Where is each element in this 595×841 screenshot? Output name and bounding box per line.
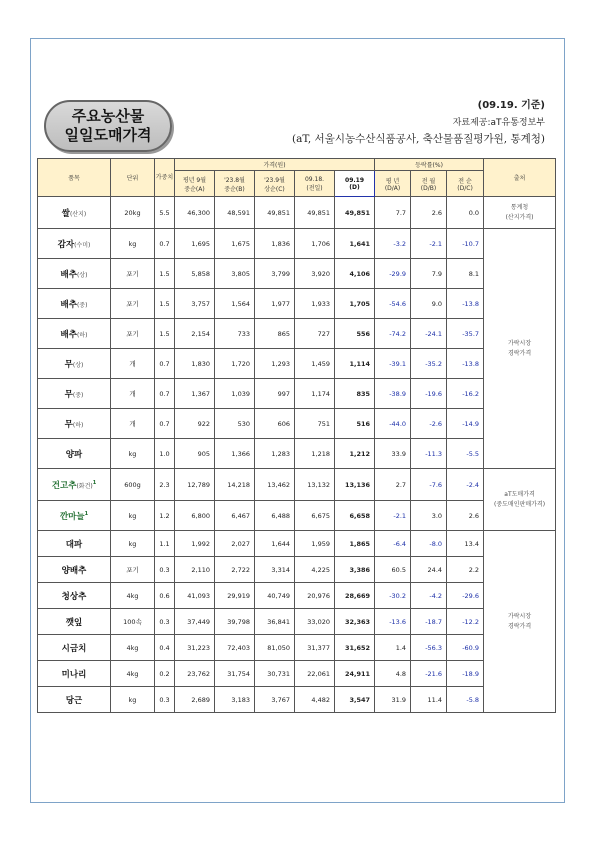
item-weight: 5.5 xyxy=(155,197,175,229)
price-d: 28,669 xyxy=(335,583,375,609)
table-row xyxy=(38,609,556,635)
item-name-text: 무 xyxy=(64,389,73,400)
header-source: 출처 xyxy=(484,159,556,197)
price-prev: 4,482 xyxy=(295,687,335,713)
rate-db: -56.3 xyxy=(411,635,447,661)
header-col-line2: (D) xyxy=(349,183,360,191)
price-prev: 3,920 xyxy=(295,259,335,289)
table-row xyxy=(38,635,556,661)
rate-dc: 13.4 xyxy=(447,531,484,557)
item-name-text: 시금치 xyxy=(61,643,87,654)
source-s3 xyxy=(484,469,556,531)
price-b: 48,591 xyxy=(215,197,255,229)
header-item: 품목 xyxy=(38,159,111,197)
price-b: 39,798 xyxy=(215,609,255,635)
rate-da: -2.1 xyxy=(375,501,411,531)
item-weight: 1.5 xyxy=(155,289,175,319)
price-d: 4,106 xyxy=(335,259,375,289)
price-prev: 13,132 xyxy=(295,469,335,501)
item-unit: kg xyxy=(111,439,155,469)
price-a: 1,367 xyxy=(175,379,215,409)
price-table xyxy=(37,158,556,713)
source-line1: 가락시장 xyxy=(507,339,532,347)
rate-db: 2.6 xyxy=(411,197,447,229)
item-grade: (중) xyxy=(72,391,84,399)
item-name-text: 감자 xyxy=(57,239,75,250)
header-col-line1: 09.18. xyxy=(304,175,325,183)
item-name-text: 미나리 xyxy=(61,669,87,680)
header-col-3 xyxy=(295,171,335,197)
header-col-line2: 중순(A) xyxy=(184,185,205,193)
item-weight: 0.7 xyxy=(155,409,175,439)
price-a: 31,223 xyxy=(175,635,215,661)
price-a: 41,093 xyxy=(175,583,215,609)
price-c: 3,799 xyxy=(255,259,295,289)
price-c: 49,851 xyxy=(255,197,295,229)
item-name-text: 무 xyxy=(64,419,73,430)
price-c: 1,977 xyxy=(255,289,295,319)
item-unit: 100속 xyxy=(111,609,155,635)
item-name-text: 양배추 xyxy=(61,565,87,576)
item-name xyxy=(38,661,111,687)
price-c: 1,293 xyxy=(255,349,295,379)
item-grade: (산지) xyxy=(69,210,87,218)
price-prev: 1,459 xyxy=(295,349,335,379)
item-unit: kg xyxy=(111,229,155,259)
rate-db: -7.6 xyxy=(411,469,447,501)
item-unit: 4kg xyxy=(111,661,155,687)
price-c: 997 xyxy=(255,379,295,409)
item-name xyxy=(38,229,111,259)
rate-dc: -16.2 xyxy=(447,379,484,409)
header-col-line1: 전 순 xyxy=(458,177,472,185)
table-row xyxy=(38,379,556,409)
price-b: 2,027 xyxy=(215,531,255,557)
price-a: 922 xyxy=(175,409,215,439)
item-grade: (상) xyxy=(72,361,84,369)
item-name-text: 청상추 xyxy=(61,591,87,602)
price-b: 1,675 xyxy=(215,229,255,259)
item-weight: 0.7 xyxy=(155,349,175,379)
item-grade: (하) xyxy=(72,421,84,429)
header-col-line2: (D/A) xyxy=(384,184,401,192)
rate-db: -2.1 xyxy=(411,229,447,259)
item-name-text: 쌀 xyxy=(61,208,70,219)
price-prev: 6,675 xyxy=(295,501,335,531)
item-weight: 1.0 xyxy=(155,439,175,469)
rate-da: 2.7 xyxy=(375,469,411,501)
header-col-line2: (전일) xyxy=(306,184,323,192)
header-col-0 xyxy=(175,171,215,197)
item-grade: (중) xyxy=(76,301,88,309)
price-prev: 727 xyxy=(295,319,335,349)
table-row xyxy=(38,259,556,289)
item-unit: 20kg xyxy=(111,197,155,229)
price-b: 1,720 xyxy=(215,349,255,379)
rate-dc: -12.2 xyxy=(447,609,484,635)
rate-da: -30.2 xyxy=(375,583,411,609)
item-weight: 0.7 xyxy=(155,379,175,409)
source-line2: (중도매인판매가격) xyxy=(494,500,546,508)
header-col-line1: '23.9월 xyxy=(264,176,285,184)
price-d: 49,851 xyxy=(335,197,375,229)
item-name xyxy=(38,439,111,469)
item-name xyxy=(38,379,111,409)
footnote-mark: 1 xyxy=(84,510,89,517)
price-c: 1,644 xyxy=(255,531,295,557)
price-d: 1,705 xyxy=(335,289,375,319)
item-name xyxy=(38,557,111,583)
price-prev: 49,851 xyxy=(295,197,335,229)
header-col-line2: 상순(C) xyxy=(264,185,285,193)
item-unit: 포기 xyxy=(111,319,155,349)
table-row xyxy=(38,661,556,687)
table-row xyxy=(38,583,556,609)
header-col-line1: 전 월 xyxy=(421,177,436,185)
price-b: 1,564 xyxy=(215,289,255,319)
price-c: 865 xyxy=(255,319,295,349)
item-name-text: 무 xyxy=(64,359,73,370)
price-d: 3,386 xyxy=(335,557,375,583)
source-s1 xyxy=(484,197,556,229)
rate-db: 11.4 xyxy=(411,687,447,713)
price-d: 13,136 xyxy=(335,469,375,501)
price-d: 32,363 xyxy=(335,609,375,635)
item-unit: 포기 xyxy=(111,289,155,319)
item-unit: kg xyxy=(111,501,155,531)
price-prev: 1,959 xyxy=(295,531,335,557)
price-a: 6,800 xyxy=(175,501,215,531)
item-name-text: 양파 xyxy=(65,449,83,460)
table-row xyxy=(38,319,556,349)
price-a: 5,858 xyxy=(175,259,215,289)
table-row xyxy=(38,289,556,319)
title-line2: 일일도매가격 xyxy=(64,126,152,144)
price-c: 3,314 xyxy=(255,557,295,583)
table-row xyxy=(38,501,556,531)
rate-db: -21.6 xyxy=(411,661,447,687)
price-d: 24,911 xyxy=(335,661,375,687)
price-prev: 751 xyxy=(295,409,335,439)
price-d: 1,865 xyxy=(335,531,375,557)
rate-dc: -18.9 xyxy=(447,661,484,687)
price-c: 81,050 xyxy=(255,635,295,661)
header-col-7 xyxy=(447,171,484,197)
item-weight: 0.3 xyxy=(155,609,175,635)
rate-da: -74.2 xyxy=(375,319,411,349)
price-b: 530 xyxy=(215,409,255,439)
rate-db: -35.2 xyxy=(411,349,447,379)
price-prev: 33,020 xyxy=(295,609,335,635)
item-grade: (하) xyxy=(76,331,88,339)
price-prev: 31,377 xyxy=(295,635,335,661)
price-d: 516 xyxy=(335,409,375,439)
price-b: 31,754 xyxy=(215,661,255,687)
price-d: 835 xyxy=(335,379,375,409)
source-line2: 경락가격 xyxy=(507,349,532,357)
price-prev: 1,706 xyxy=(295,229,335,259)
price-c: 3,767 xyxy=(255,687,295,713)
price-d: 6,658 xyxy=(335,501,375,531)
header-col-line1: '23.8월 xyxy=(224,176,245,184)
item-name xyxy=(38,197,111,229)
table-row xyxy=(38,197,556,229)
header-col-2 xyxy=(255,171,295,197)
item-name-text: 배추 xyxy=(60,299,77,310)
rate-dc: -29.6 xyxy=(447,583,484,609)
table-row xyxy=(38,469,556,501)
item-name xyxy=(38,635,111,661)
price-c: 13,462 xyxy=(255,469,295,501)
item-unit: kg xyxy=(111,687,155,713)
price-d: 3,547 xyxy=(335,687,375,713)
rate-da: 4.8 xyxy=(375,661,411,687)
source-line1: 통계청 xyxy=(510,203,529,211)
rate-da: -6.4 xyxy=(375,531,411,557)
price-a: 1,830 xyxy=(175,349,215,379)
rate-dc: -5.5 xyxy=(447,439,484,469)
item-grade: (화건) xyxy=(76,482,93,490)
rate-db: -11.3 xyxy=(411,439,447,469)
header-rate-group: 등락률(%) xyxy=(375,159,484,171)
price-a: 1,992 xyxy=(175,531,215,557)
item-name-text: 배추 xyxy=(60,329,77,340)
rate-dc: -35.7 xyxy=(447,319,484,349)
footnote-mark: 1 xyxy=(92,479,97,486)
item-weight: 0.3 xyxy=(155,687,175,713)
source-line2: (산지가격) xyxy=(505,213,534,221)
item-name xyxy=(38,319,111,349)
header-col-4 xyxy=(335,171,375,197)
header-col-6 xyxy=(411,171,447,197)
rate-dc: -14.9 xyxy=(447,409,484,439)
table-row xyxy=(38,439,556,469)
item-weight: 0.7 xyxy=(155,229,175,259)
rate-db: 3.0 xyxy=(411,501,447,531)
table-row xyxy=(38,531,556,557)
rate-da: -38.9 xyxy=(375,379,411,409)
item-unit: 개 xyxy=(111,379,155,409)
item-name-text: 당근 xyxy=(65,695,83,706)
rate-db: 9.0 xyxy=(411,289,447,319)
header-col-line2: 중순(B) xyxy=(224,185,245,193)
price-prev: 20,976 xyxy=(295,583,335,609)
price-b: 72,403 xyxy=(215,635,255,661)
price-a: 3,757 xyxy=(175,289,215,319)
header-col-line1: 09.19 xyxy=(345,176,364,184)
price-b: 2,722 xyxy=(215,557,255,583)
item-name-text: 배추 xyxy=(60,269,77,280)
source-line1: 가락시장 xyxy=(507,612,532,620)
item-name xyxy=(38,531,111,557)
rate-da: -44.0 xyxy=(375,409,411,439)
rate-da: 31.9 xyxy=(375,687,411,713)
price-a: 1,695 xyxy=(175,229,215,259)
header-col-line2: (D/B) xyxy=(420,184,437,192)
price-a: 37,449 xyxy=(175,609,215,635)
price-c: 6,488 xyxy=(255,501,295,531)
item-name xyxy=(38,687,111,713)
item-name xyxy=(38,609,111,635)
price-a: 2,110 xyxy=(175,557,215,583)
price-d: 1,114 xyxy=(335,349,375,379)
rate-da: -29.9 xyxy=(375,259,411,289)
table-row xyxy=(38,557,556,583)
item-name-text: 건고추 xyxy=(51,480,77,491)
item-unit: kg xyxy=(111,531,155,557)
rate-da: -54.6 xyxy=(375,289,411,319)
title-line1: 주요농산물 xyxy=(71,107,145,125)
item-unit: 600g xyxy=(111,469,155,501)
rate-db: 24.4 xyxy=(411,557,447,583)
item-name xyxy=(38,409,111,439)
price-c: 1,836 xyxy=(255,229,295,259)
rate-db: -19.6 xyxy=(411,379,447,409)
price-b: 1,039 xyxy=(215,379,255,409)
rate-dc: -2.4 xyxy=(447,469,484,501)
item-unit: 포기 xyxy=(111,557,155,583)
header-col-line1: 평 년 xyxy=(385,177,400,185)
header-col-5 xyxy=(375,171,411,197)
rate-db: -2.6 xyxy=(411,409,447,439)
rate-da: -3.2 xyxy=(375,229,411,259)
rate-dc: -10.7 xyxy=(447,229,484,259)
rate-dc: -5.8 xyxy=(447,687,484,713)
table-row xyxy=(38,349,556,379)
rate-db: 7.9 xyxy=(411,259,447,289)
item-weight: 0.4 xyxy=(155,635,175,661)
item-weight: 1.5 xyxy=(155,319,175,349)
price-d: 556 xyxy=(335,319,375,349)
rate-dc: 2.6 xyxy=(447,501,484,531)
header-unit: 단위 xyxy=(111,159,155,197)
rate-da: -39.1 xyxy=(375,349,411,379)
item-name xyxy=(38,469,111,501)
price-b: 3,805 xyxy=(215,259,255,289)
price-c: 36,841 xyxy=(255,609,295,635)
item-weight: 0.6 xyxy=(155,583,175,609)
price-c: 30,731 xyxy=(255,661,295,687)
header-price-group: 가격(원) xyxy=(175,159,375,171)
rate-dc: -13.8 xyxy=(447,349,484,379)
rate-da: 7.7 xyxy=(375,197,411,229)
rate-da: 60.5 xyxy=(375,557,411,583)
header-col-1 xyxy=(215,171,255,197)
price-prev: 1,933 xyxy=(295,289,335,319)
table-row xyxy=(38,229,556,259)
price-a: 23,762 xyxy=(175,661,215,687)
price-c: 1,283 xyxy=(255,439,295,469)
title-badge xyxy=(44,100,172,152)
price-b: 6,467 xyxy=(215,501,255,531)
item-weight: 0.2 xyxy=(155,661,175,687)
price-d: 1,641 xyxy=(335,229,375,259)
rate-db: -4.2 xyxy=(411,583,447,609)
item-name xyxy=(38,583,111,609)
source-line1: aT도매가격 xyxy=(504,490,535,498)
price-b: 3,183 xyxy=(215,687,255,713)
item-weight: 0.3 xyxy=(155,557,175,583)
price-b: 29,919 xyxy=(215,583,255,609)
item-name xyxy=(38,289,111,319)
reference-date: (09.19. 기준) xyxy=(477,100,545,111)
table-row xyxy=(38,409,556,439)
data-provider: 자료제공:aT유통정보부 xyxy=(452,118,545,128)
item-name xyxy=(38,349,111,379)
price-a: 2,154 xyxy=(175,319,215,349)
rate-db: -24.1 xyxy=(411,319,447,349)
price-b: 14,218 xyxy=(215,469,255,501)
rate-db: -18.7 xyxy=(411,609,447,635)
price-c: 40,749 xyxy=(255,583,295,609)
rate-da: -13.6 xyxy=(375,609,411,635)
rate-dc: -13.8 xyxy=(447,289,484,319)
price-b: 1,366 xyxy=(215,439,255,469)
item-name-text: 깻잎 xyxy=(65,617,83,628)
price-d: 31,652 xyxy=(335,635,375,661)
source-line2: 경락가격 xyxy=(507,622,532,630)
item-weight: 1.2 xyxy=(155,501,175,531)
item-grade: (상) xyxy=(76,271,88,279)
header-col-line2: (D/C) xyxy=(457,184,473,192)
item-grade: (수미) xyxy=(74,241,91,249)
rate-dc: -60.9 xyxy=(447,635,484,661)
rate-db: -8.0 xyxy=(411,531,447,557)
price-a: 2,689 xyxy=(175,687,215,713)
source-s4 xyxy=(484,531,556,713)
price-prev: 4,225 xyxy=(295,557,335,583)
item-name-text: 깐마늘 xyxy=(59,511,85,522)
price-b: 733 xyxy=(215,319,255,349)
price-prev: 1,174 xyxy=(295,379,335,409)
price-a: 46,300 xyxy=(175,197,215,229)
price-prev: 22,061 xyxy=(295,661,335,687)
item-unit: 개 xyxy=(111,349,155,379)
item-weight: 1.5 xyxy=(155,259,175,289)
rate-dc: 2.2 xyxy=(447,557,484,583)
header-weight: 가중치 xyxy=(155,159,175,197)
price-d: 1,212 xyxy=(335,439,375,469)
item-weight: 2.3 xyxy=(155,469,175,501)
data-sources: (aT, 서울시농수산식품공사, 축산물품질평가원, 통계청) xyxy=(292,133,545,145)
price-a: 12,789 xyxy=(175,469,215,501)
table-row xyxy=(38,687,556,713)
rate-da: 33.9 xyxy=(375,439,411,469)
item-unit: 4kg xyxy=(111,583,155,609)
rate-dc: 0.0 xyxy=(447,197,484,229)
price-a: 905 xyxy=(175,439,215,469)
source-s2 xyxy=(484,229,556,469)
price-c: 606 xyxy=(255,409,295,439)
item-name xyxy=(38,501,111,531)
rate-da: 1.4 xyxy=(375,635,411,661)
header-col-line1: 평년 9월 xyxy=(182,176,207,184)
rate-dc: 8.1 xyxy=(447,259,484,289)
item-unit: 개 xyxy=(111,409,155,439)
item-weight: 1.1 xyxy=(155,531,175,557)
price-prev: 1,218 xyxy=(295,439,335,469)
item-unit: 4kg xyxy=(111,635,155,661)
item-unit: 포기 xyxy=(111,259,155,289)
item-name-text: 대파 xyxy=(65,539,83,550)
item-name xyxy=(38,259,111,289)
